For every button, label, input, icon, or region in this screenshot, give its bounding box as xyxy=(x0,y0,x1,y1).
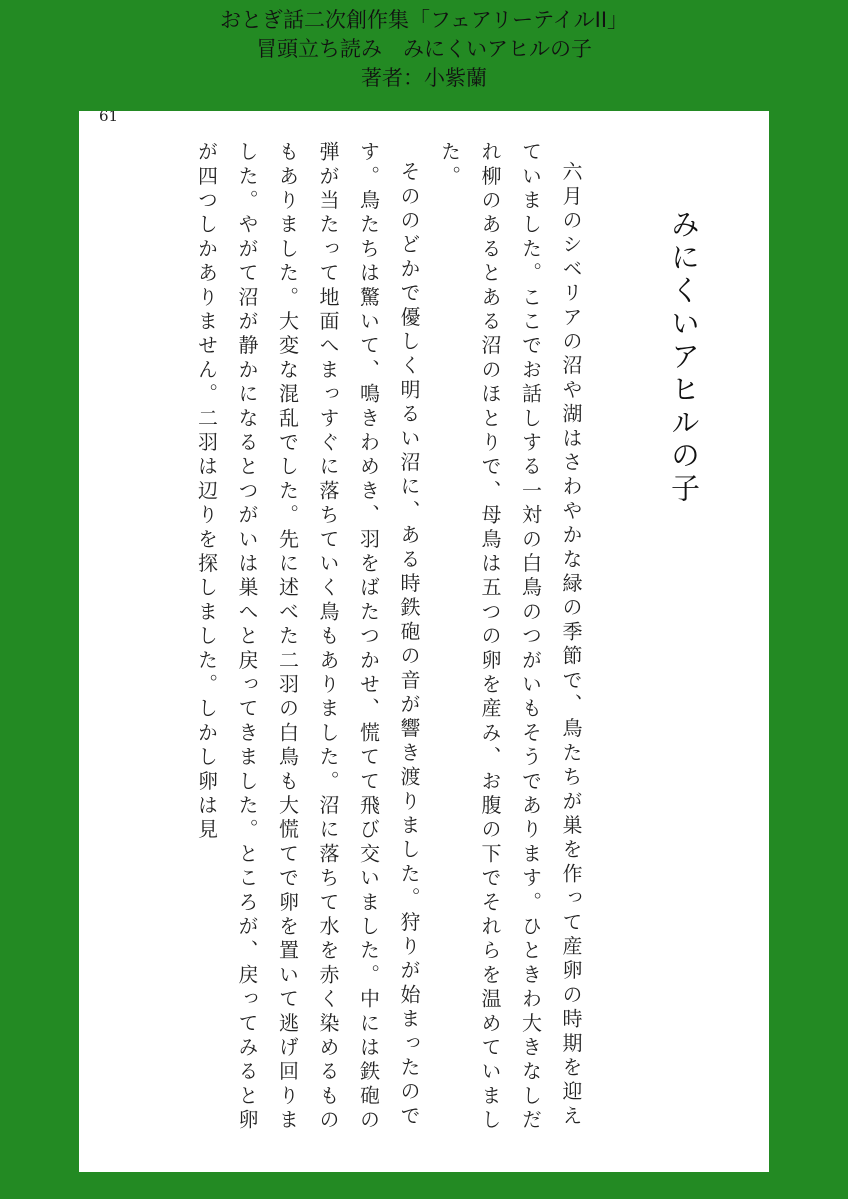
body-text xyxy=(186,141,591,1141)
header xyxy=(0,6,848,93)
book-page xyxy=(79,111,769,1172)
author-line: 著者：小紫蘭 xyxy=(361,66,487,90)
paragraph-2: そののどかで優しく明るい沼に、ある時鉄砲の音が響き渡りました。狩りが始まったのです。鳥たちは驚いて、鳴きわめき、羽をばたつかせ、慌てて飛び交いました。中には鉄砲の弾が当たって地面へまっすぐに落ちていく鳥もありました。沼に落ちて水を赤く染めるものもありました。大変な混乱でした。先に述べた二羽の白鳥も大慌てで卵を置いて逃げ回りました。やがて沼が静かになるとつがいは巣へと戻ってきました。ところが、戻ってみると卵が四つしかありません。二羽は辺りを探しました。しかし卵は見 xyxy=(194,141,421,1134)
preview-subtitle: 冒頭立ち読み みにくいアヒルの子 xyxy=(256,37,592,61)
story-title: みにくいアヒルの子 xyxy=(667,209,701,506)
page-number: 61 xyxy=(99,111,119,125)
paragraph-1: 六月のシベリアの沼や湖はさわやかな緑の季節で、鳥たちが巣を作って産卵の時期を迎えていました。ここでお話しする一対の白鳥のつがいもそうであります。ひときわ大きなしだれ柳のあるとある沼のほとりで、母鳥は五つの卵を産み、お腹の下でそれらを温めていました。 xyxy=(437,141,583,1134)
collection-title: おとぎ話二次創作集「フェアリーテイルII」 xyxy=(219,8,629,32)
